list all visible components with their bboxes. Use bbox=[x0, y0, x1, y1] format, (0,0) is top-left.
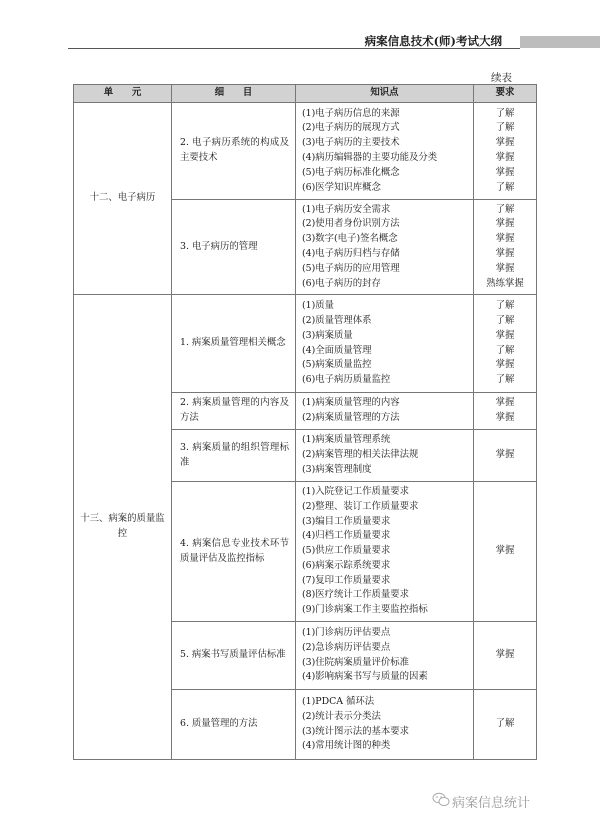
knowledge-point: (7)复印工作质量要求 bbox=[302, 574, 391, 586]
knowledge-point: (3)病案质量 bbox=[302, 329, 353, 341]
detail-cell: 2. 病案质量管理的内容及方法 bbox=[172, 393, 296, 430]
knowledge-points-cell bbox=[296, 622, 474, 690]
detail-cell: 5. 病案书写质量评估标准 bbox=[172, 622, 296, 690]
knowledge-point: (3)数字(电子)签名概念 bbox=[302, 233, 398, 245]
detail-cell: 1. 病案质量管理相关概念 bbox=[172, 295, 296, 393]
requirement: 了解 bbox=[495, 374, 515, 386]
knowledge-point: (3)统计图示法的基本要求 bbox=[302, 725, 410, 737]
requirement: 掌握 bbox=[495, 412, 515, 423]
unit-cell: 十二、电子病历 bbox=[74, 103, 172, 295]
detail-cell: 6. 质量管理的方法 bbox=[172, 690, 296, 760]
page-header-title: 病案信息技术(师)考试大纲 bbox=[364, 34, 502, 48]
requirement: 了解 bbox=[495, 344, 515, 356]
requirements-cell bbox=[474, 482, 537, 622]
knowledge-point: (1)电子病历安全需求 bbox=[302, 203, 391, 215]
header-requirement: 要求 bbox=[474, 85, 537, 103]
requirement: 掌握 bbox=[495, 166, 515, 178]
knowledge-point: (6)医学知识库概念 bbox=[302, 181, 381, 193]
watermark-text: 病案信息统计 bbox=[452, 796, 531, 811]
header-rule bbox=[68, 48, 520, 49]
requirement: 掌握 bbox=[495, 329, 515, 341]
knowledge-point: (2)质量管理体系 bbox=[302, 314, 372, 326]
requirements-cell bbox=[474, 200, 537, 295]
requirement: 了解 bbox=[495, 314, 515, 326]
knowledge-points-cell bbox=[296, 393, 474, 430]
knowledge-point: (1)质量 bbox=[302, 300, 335, 312]
detail-cell: 2. 电子病历系统的构成及主要技术 bbox=[172, 103, 296, 200]
knowledge-point: (1)门诊病历评估要点 bbox=[302, 626, 391, 638]
knowledge-point: (5)供应工作质量要求 bbox=[302, 545, 391, 557]
requirement: 了解 bbox=[495, 181, 515, 193]
requirement: 熟练掌握 bbox=[486, 277, 524, 289]
requirement: 掌握 bbox=[495, 137, 515, 149]
requirement: 掌握 bbox=[495, 233, 515, 245]
knowledge-point: (8)医疗统计工作质量要求 bbox=[302, 589, 410, 601]
knowledge-point: (2)使用者身份识别方法 bbox=[302, 218, 400, 230]
table-row bbox=[74, 295, 537, 393]
knowledge-point: (6)电子病历质量监控 bbox=[302, 374, 391, 386]
knowledge-point: (2)统计表示分类法 bbox=[302, 710, 381, 722]
wechat-icon bbox=[432, 792, 450, 807]
knowledge-points-cell bbox=[296, 482, 474, 622]
knowledge-point: (3)病案管理制度 bbox=[302, 463, 372, 475]
requirements-cell bbox=[474, 103, 537, 200]
knowledge-point: (4)电子病历归档与存储 bbox=[302, 248, 400, 259]
knowledge-point: (4)病历编辑器的主要功能及分类 bbox=[302, 152, 438, 163]
header-knowledge-point: 知识点 bbox=[296, 85, 474, 103]
knowledge-point: (1)病案质量管理系统 bbox=[302, 434, 391, 446]
requirement: 掌握 bbox=[495, 262, 515, 274]
knowledge-point: (1)电子病历信息的来源 bbox=[302, 107, 400, 119]
knowledge-point: (5)电子病历标准化概念 bbox=[302, 166, 400, 178]
knowledge-point: (1)病案质量管理的内容 bbox=[302, 397, 400, 409]
knowledge-point: (1)PDCA 循环法 bbox=[302, 695, 375, 707]
detail-cell: 3. 电子病历的管理 bbox=[172, 200, 296, 295]
knowledge-point: (4)常用统计图的种类 bbox=[302, 740, 391, 752]
knowledge-points-cell bbox=[296, 430, 474, 482]
requirement: 掌握 bbox=[495, 218, 515, 230]
knowledge-point: (1)入院登记工作质量要求 bbox=[302, 485, 410, 497]
header-detail: 细 目 bbox=[172, 85, 296, 103]
requirement: 了解 bbox=[495, 107, 515, 119]
requirements-cell bbox=[474, 430, 537, 482]
requirement: 了解 bbox=[495, 300, 515, 312]
requirement: 了解 bbox=[495, 718, 515, 730]
header-unit: 单 元 bbox=[74, 85, 172, 103]
knowledge-point: (2)病案管理的相关法律法规 bbox=[302, 449, 419, 461]
knowledge-point: (3)住院病案质量评价标准 bbox=[302, 656, 410, 668]
requirements-cell bbox=[474, 295, 537, 393]
table-row bbox=[74, 103, 537, 200]
knowledge-point: (2)急诊病历评估要点 bbox=[302, 641, 391, 653]
table-header-row bbox=[74, 85, 537, 103]
knowledge-point: (6)电子病历的封存 bbox=[302, 277, 381, 289]
knowledge-point: (9)门诊病案工作主要监控指标 bbox=[302, 604, 428, 616]
knowledge-point: (2)整理、装订工作质量要求 bbox=[302, 500, 419, 512]
requirement: 掌握 bbox=[495, 649, 515, 661]
knowledge-point: (5)电子病历的应用管理 bbox=[302, 262, 400, 274]
knowledge-point: (2)电子病历的展现方式 bbox=[302, 122, 400, 134]
requirement: 掌握 bbox=[495, 152, 515, 163]
continued-label: 续表 bbox=[491, 72, 512, 84]
knowledge-point: (4)影响病案书写与质量的因素 bbox=[302, 671, 428, 683]
knowledge-point: (5)病案质量监控 bbox=[302, 359, 372, 371]
requirement: 了解 bbox=[495, 122, 515, 134]
knowledge-point: (4)全面质量管理 bbox=[302, 344, 372, 356]
unit-cell: 十三、病案的质量监控 bbox=[74, 295, 172, 760]
knowledge-points-cell bbox=[296, 690, 474, 760]
knowledge-points-cell bbox=[296, 200, 474, 295]
requirement: 掌握 bbox=[495, 248, 515, 259]
syllabus-table bbox=[73, 84, 537, 760]
knowledge-point: (6)病案示踪系统要求 bbox=[302, 559, 391, 571]
knowledge-point: (2)病案质量管理的方法 bbox=[302, 412, 400, 423]
knowledge-points-cell bbox=[296, 295, 474, 393]
knowledge-point: (4)归档工作质量要求 bbox=[302, 530, 391, 542]
requirements-cell bbox=[474, 393, 537, 430]
requirement: 掌握 bbox=[495, 449, 515, 461]
header-gray-block bbox=[520, 36, 600, 48]
knowledge-point: (3)编目工作质量要求 bbox=[302, 515, 391, 527]
requirement: 掌握 bbox=[495, 359, 515, 371]
knowledge-points-cell bbox=[296, 103, 474, 200]
detail-cell: 3. 病案质量的组织管理标准 bbox=[172, 430, 296, 482]
detail-cell: 4. 病案信息专业技术环节质量评估及监控指标 bbox=[172, 482, 296, 622]
requirements-cell bbox=[474, 622, 537, 690]
knowledge-point: (3)电子病历的主要技术 bbox=[302, 137, 400, 149]
requirement: 掌握 bbox=[495, 397, 515, 409]
requirement: 了解 bbox=[495, 203, 515, 215]
requirement: 掌握 bbox=[495, 545, 515, 557]
requirements-cell bbox=[474, 690, 537, 760]
